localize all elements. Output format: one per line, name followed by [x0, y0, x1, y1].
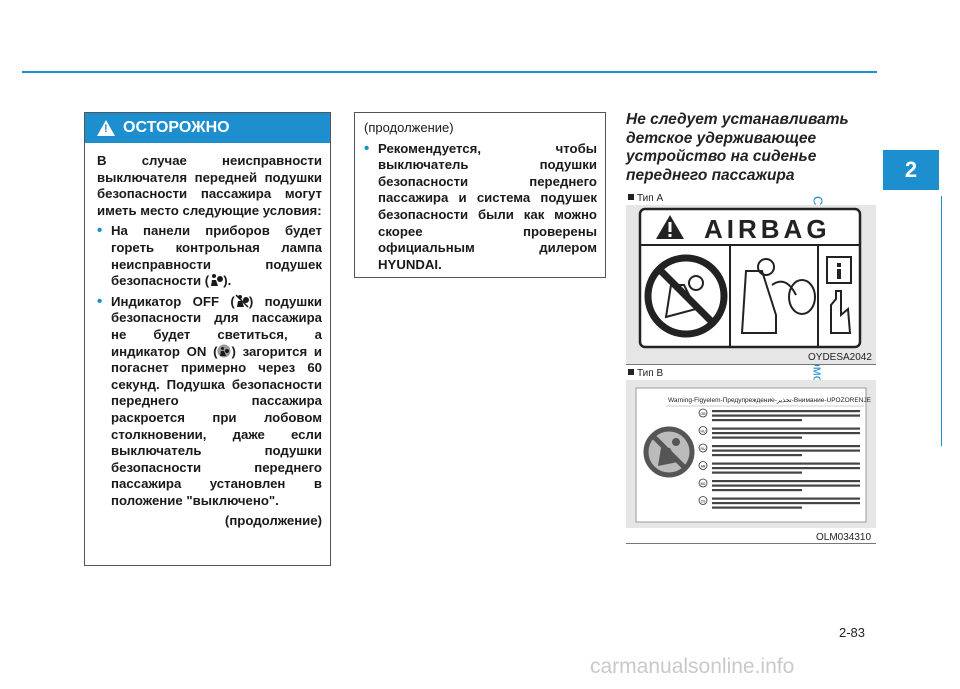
warning-bullet-2	[97, 294, 322, 510]
figure-a	[626, 205, 876, 365]
chapter-number: 2	[883, 150, 939, 190]
figure-b	[626, 380, 876, 528]
chapter-title: автомобиля	[810, 339, 826, 413]
warning-header-text: ОСТОРОЖНО	[123, 119, 230, 136]
fine-print-line	[712, 485, 860, 487]
side-rule	[941, 196, 942, 446]
fine-print-line	[712, 428, 860, 430]
top-rule	[22, 71, 877, 73]
watermark: carmanualsonline.info	[590, 655, 795, 678]
warning-body	[85, 143, 330, 530]
continuation-header: (продолжение)	[364, 120, 454, 135]
label-b-header: Warning-Figyelem-Предупреждение-تحذير-Внимание-UPOZORENJE	[668, 397, 871, 404]
fine-print-line	[712, 415, 860, 417]
fine-print-line	[712, 432, 860, 434]
language-code: AR	[700, 464, 706, 469]
type-a-label-text: Тип A	[637, 193, 664, 204]
language-code: RU	[700, 447, 706, 451]
warning-triangle-icon	[97, 120, 115, 136]
bullet-text: ).	[223, 273, 232, 289]
airbag-label-b-illustration	[626, 380, 876, 528]
passenger-airbag-on-icon	[217, 344, 231, 358]
fine-print-line	[712, 454, 802, 456]
fine-print-line	[712, 507, 802, 509]
fine-print-line	[712, 463, 860, 465]
bullet-text: ) подушки безопасности для пассажира не будет светиться, а индикатор ON (	[111, 293, 323, 359]
fine-print-line	[712, 450, 860, 452]
square-bullet-icon	[628, 194, 634, 200]
type-b-label	[628, 368, 663, 379]
fine-print-line	[712, 419, 802, 421]
warning-intro: В случае неисправности выключателя передней подушки безопасности пассажира могут иметь место следующие условия:	[97, 153, 322, 218]
bullet-text: ) загорится и погаснет примерно через 60 секунд. Подушка безопасности переднего пассажира раскроется при лобовом столкновении, даже если выключатель подушки безопасности переднего пассажира установлен в положение "выключено".	[111, 343, 322, 508]
fine-print-line	[712, 445, 860, 447]
bullet-text: Индикатор OFF (	[111, 293, 235, 309]
airbag-banner-text: AIRBAG	[704, 214, 831, 244]
warning-box	[84, 112, 331, 566]
section-title: Не следует устанавливать детское удерживающее устройство на сиденье переднего пассажира	[626, 111, 849, 184]
language-code: GB	[700, 412, 706, 416]
language-code: HU	[700, 429, 706, 434]
airbag-warning-lamp-icon	[209, 273, 223, 287]
fine-print-line	[712, 410, 860, 412]
page-number: 2-83	[839, 625, 866, 640]
airbag-label-a-illustration	[626, 205, 876, 365]
type-a-label	[628, 193, 663, 204]
language-code: BG	[700, 482, 706, 486]
fine-print-line	[712, 472, 802, 474]
fine-print-line	[712, 502, 860, 504]
figure-a-rule	[626, 364, 876, 365]
continuation-bullet: • Рекомендуется, чтобы выключатель подушки безопасности переднего пассажира и система подушек безопасности были как можно скорее проверены официальным дилером HYUNDAI.	[364, 141, 597, 274]
type-b-label-text: Тип B	[637, 368, 664, 379]
square-bullet-icon	[628, 369, 634, 375]
passenger-airbag-off-icon	[235, 294, 249, 308]
fine-print-line	[712, 489, 802, 491]
figure-b-rule	[626, 543, 876, 544]
warning-bullet-1	[97, 223, 322, 289]
continuation-box	[354, 112, 606, 278]
language-code: CS	[700, 499, 706, 504]
warning-continued: (продолжение)	[224, 513, 322, 529]
bullet-text: На панели приборов будет гореть контрольная лампа неисправности подушек безопасности (	[111, 223, 322, 289]
fine-print-line	[712, 467, 860, 469]
fine-print-line	[712, 437, 802, 439]
figure-b-code: OLM034310	[816, 532, 872, 543]
fine-print-line	[712, 480, 860, 482]
warning-header	[85, 113, 330, 143]
fine-print-line	[712, 498, 860, 500]
figure-a-code: OYDESA2042	[808, 352, 872, 363]
